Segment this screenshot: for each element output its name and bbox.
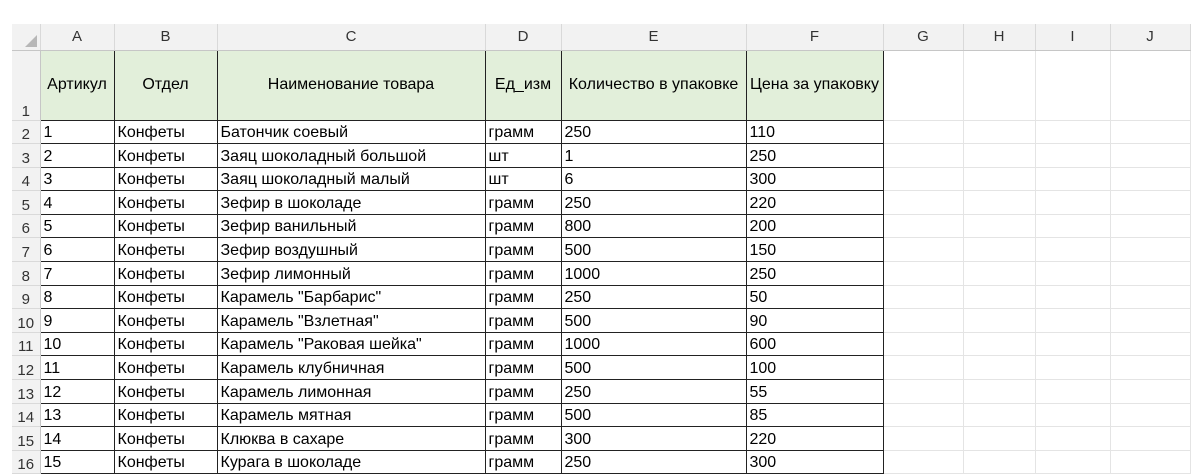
cell-unit[interactable]: грамм [485, 450, 561, 474]
cell-unit[interactable]: грамм [485, 356, 561, 380]
cell-pack-price[interactable]: 85 [746, 403, 883, 427]
cell-article[interactable]: 10 [40, 332, 114, 356]
cell-unit[interactable]: грамм [485, 309, 561, 333]
empty-cell[interactable] [1035, 238, 1110, 262]
column-header-f[interactable]: F [746, 24, 883, 50]
cell-pack-price[interactable]: 250 [746, 262, 883, 286]
cell-department[interactable]: Конфеты [114, 262, 217, 286]
empty-cell[interactable] [883, 167, 963, 191]
cell-pack-price[interactable]: 100 [746, 356, 883, 380]
table-row [12, 214, 1190, 238]
cell-department[interactable]: Конфеты [114, 214, 217, 238]
header-cell-unit[interactable]: Ед_изм [485, 50, 561, 120]
cell-pack-quantity[interactable]: 1 [561, 144, 746, 168]
cell-article[interactable]: 1 [40, 120, 114, 144]
cell-product-name[interactable]: Карамель клубничная [217, 356, 485, 380]
row-number[interactable]: 6 [12, 214, 40, 238]
empty-cell[interactable] [883, 144, 963, 168]
cell-pack-quantity[interactable]: 1000 [561, 332, 746, 356]
empty-cell[interactable] [1110, 403, 1190, 427]
empty-cell[interactable] [1035, 309, 1110, 333]
header-cell-pack-quantity[interactable]: Количество в упаковке [561, 50, 746, 120]
column-header-j[interactable]: J [1110, 24, 1190, 50]
empty-cell[interactable] [1110, 214, 1190, 238]
empty-cell[interactable] [963, 403, 1035, 427]
cell-pack-price[interactable]: 600 [746, 332, 883, 356]
empty-cell[interactable] [1035, 427, 1110, 451]
empty-cell[interactable] [1035, 450, 1110, 474]
column-header-e[interactable]: E [561, 24, 746, 50]
cell-pack-quantity[interactable]: 1000 [561, 262, 746, 286]
cell-product-name[interactable]: Зефир ванильный [217, 214, 485, 238]
empty-cell[interactable] [883, 191, 963, 215]
empty-cell[interactable] [963, 332, 1035, 356]
column-header-b[interactable]: B [114, 24, 217, 50]
cell-product-name[interactable]: Заяц шоколадный малый [217, 167, 485, 191]
row-number[interactable]: 3 [12, 144, 40, 168]
cell-unit[interactable]: грамм [485, 403, 561, 427]
row-number[interactable]: 10 [12, 309, 40, 333]
table-row [12, 238, 1190, 262]
empty-cell[interactable] [883, 427, 963, 451]
cell-department[interactable]: Конфеты [114, 167, 217, 191]
table-row [12, 450, 1190, 474]
column-header-row [12, 24, 1190, 50]
column-header-a[interactable]: A [40, 24, 114, 50]
empty-cell[interactable] [1110, 332, 1190, 356]
empty-cell[interactable] [883, 450, 963, 474]
header-cell-article[interactable]: Артикул [40, 50, 114, 120]
empty-cell[interactable] [963, 380, 1035, 404]
row-number[interactable]: 12 [12, 356, 40, 380]
row-number[interactable]: 15 [12, 427, 40, 451]
cell-department[interactable]: Конфеты [114, 144, 217, 168]
cell-article[interactable]: 9 [40, 309, 114, 333]
empty-cell[interactable] [963, 50, 1035, 120]
empty-cell[interactable] [963, 356, 1035, 380]
empty-cell[interactable] [1110, 309, 1190, 333]
empty-cell[interactable] [1035, 403, 1110, 427]
table-row [12, 309, 1190, 333]
empty-cell[interactable] [1110, 191, 1190, 215]
cell-pack-quantity[interactable]: 500 [561, 356, 746, 380]
empty-cell[interactable] [963, 285, 1035, 309]
cell-article[interactable]: 3 [40, 167, 114, 191]
cell-article[interactable]: 5 [40, 214, 114, 238]
cell-pack-price[interactable]: 150 [746, 238, 883, 262]
cell-article[interactable]: 6 [40, 238, 114, 262]
empty-cell[interactable] [1035, 285, 1110, 309]
cell-unit[interactable]: шт [485, 144, 561, 168]
empty-cell[interactable] [883, 285, 963, 309]
cell-department[interactable]: Конфеты [114, 403, 217, 427]
cell-department[interactable]: Конфеты [114, 332, 217, 356]
empty-cell[interactable] [1035, 262, 1110, 286]
empty-cell[interactable] [963, 450, 1035, 474]
table-row [12, 120, 1190, 144]
empty-cell[interactable] [1110, 262, 1190, 286]
empty-cell[interactable] [1110, 238, 1190, 262]
header-cell-pack-price[interactable]: Цена за упаковку [746, 50, 883, 120]
column-header-h[interactable]: H [963, 24, 1035, 50]
empty-cell[interactable] [883, 332, 963, 356]
cell-department[interactable]: Конфеты [114, 238, 217, 262]
row-number[interactable]: 1 [12, 50, 40, 120]
empty-cell[interactable] [1110, 50, 1190, 120]
cell-article[interactable]: 13 [40, 403, 114, 427]
empty-cell[interactable] [1035, 167, 1110, 191]
row-number[interactable]: 11 [12, 332, 40, 356]
row-number[interactable]: 14 [12, 403, 40, 427]
header-cell-department[interactable]: Отдел [114, 50, 217, 120]
cell-pack-quantity[interactable]: 500 [561, 238, 746, 262]
cell-department[interactable]: Конфеты [114, 356, 217, 380]
row-number[interactable]: 5 [12, 191, 40, 215]
cell-pack-quantity[interactable]: 250 [561, 191, 746, 215]
cell-unit[interactable]: грамм [485, 380, 561, 404]
cell-unit[interactable]: грамм [485, 238, 561, 262]
cell-product-name[interactable]: Карамель "Раковая шейка" [217, 332, 485, 356]
cell-product-name[interactable]: Клюква в сахаре [217, 427, 485, 451]
cell-pack-price[interactable]: 220 [746, 191, 883, 215]
cell-department[interactable]: Конфеты [114, 191, 217, 215]
cell-pack-quantity[interactable]: 500 [561, 403, 746, 427]
cell-pack-price[interactable]: 300 [746, 450, 883, 474]
cell-pack-price[interactable]: 110 [746, 120, 883, 144]
cell-department[interactable]: Конфеты [114, 309, 217, 333]
cell-unit[interactable]: грамм [485, 427, 561, 451]
empty-cell[interactable] [883, 309, 963, 333]
table-row [12, 144, 1190, 168]
cell-pack-quantity[interactable]: 250 [561, 120, 746, 144]
header-row [12, 50, 1190, 120]
empty-cell[interactable] [1110, 120, 1190, 144]
cell-product-name[interactable]: Карамель лимонная [217, 380, 485, 404]
cell-department[interactable]: Конфеты [114, 427, 217, 451]
empty-cell[interactable] [1110, 167, 1190, 191]
empty-cell[interactable] [1110, 380, 1190, 404]
row-number[interactable]: 8 [12, 262, 40, 286]
cell-product-name[interactable]: Карамель "Взлетная" [217, 309, 485, 333]
cell-pack-quantity[interactable]: 300 [561, 427, 746, 451]
empty-cell[interactable] [883, 262, 963, 286]
column-header-g[interactable]: G [883, 24, 963, 50]
cell-pack-price[interactable]: 55 [746, 380, 883, 404]
cell-unit[interactable]: шт [485, 167, 561, 191]
empty-cell[interactable] [1035, 380, 1110, 404]
cell-unit[interactable]: грамм [485, 214, 561, 238]
cell-article[interactable]: 15 [40, 450, 114, 474]
table-row [12, 356, 1190, 380]
cell-pack-price[interactable]: 220 [746, 427, 883, 451]
empty-cell[interactable] [883, 214, 963, 238]
cell-pack-price[interactable]: 250 [746, 144, 883, 168]
empty-cell[interactable] [963, 167, 1035, 191]
cell-pack-price[interactable]: 200 [746, 214, 883, 238]
cell-department[interactable]: Конфеты [114, 450, 217, 474]
empty-cell[interactable] [963, 214, 1035, 238]
cell-article[interactable]: 14 [40, 427, 114, 451]
empty-cell[interactable] [1035, 191, 1110, 215]
cell-pack-quantity[interactable]: 250 [561, 380, 746, 404]
empty-cell[interactable] [963, 427, 1035, 451]
row-number[interactable]: 2 [12, 120, 40, 144]
table-row [12, 332, 1190, 356]
cell-product-name[interactable]: Заяц шоколадный большой [217, 144, 485, 168]
table-row [12, 427, 1190, 451]
cell-product-name[interactable]: Зефир лимонный [217, 262, 485, 286]
cell-product-name[interactable]: Батончик соевый [217, 120, 485, 144]
empty-cell[interactable] [1035, 332, 1110, 356]
cell-article[interactable]: 12 [40, 380, 114, 404]
cell-product-name[interactable]: Карамель "Барбарис" [217, 285, 485, 309]
empty-cell[interactable] [963, 120, 1035, 144]
select-all-corner[interactable] [12, 24, 40, 50]
empty-cell[interactable] [883, 403, 963, 427]
cell-unit[interactable]: грамм [485, 120, 561, 144]
empty-cell[interactable] [1110, 356, 1190, 380]
cell-department[interactable]: Конфеты [114, 380, 217, 404]
table-row [12, 167, 1190, 191]
empty-cell[interactable] [963, 309, 1035, 333]
cell-product-name[interactable]: Курага в шоколаде [217, 450, 485, 474]
empty-cell[interactable] [1110, 450, 1190, 474]
cell-product-name[interactable]: Зефир в шоколаде [217, 191, 485, 215]
cell-unit[interactable]: грамм [485, 332, 561, 356]
empty-cell[interactable] [963, 238, 1035, 262]
empty-cell[interactable] [1110, 427, 1190, 451]
cell-article[interactable]: 11 [40, 356, 114, 380]
spreadsheet-grid [12, 24, 1191, 474]
cell-article[interactable]: 2 [40, 144, 114, 168]
empty-cell[interactable] [1110, 144, 1190, 168]
cell-pack-quantity[interactable]: 500 [561, 309, 746, 333]
cell-unit[interactable]: грамм [485, 285, 561, 309]
cell-pack-quantity[interactable]: 250 [561, 285, 746, 309]
table-row [12, 285, 1190, 309]
row-number[interactable]: 9 [12, 285, 40, 309]
empty-cell[interactable] [883, 50, 963, 120]
empty-cell[interactable] [1035, 120, 1110, 144]
column-header-c[interactable]: C [217, 24, 485, 50]
row-number[interactable]: 4 [12, 167, 40, 191]
row-number[interactable]: 16 [12, 450, 40, 474]
empty-cell[interactable] [883, 238, 963, 262]
empty-cell[interactable] [963, 144, 1035, 168]
cell-unit[interactable]: грамм [485, 262, 561, 286]
column-header-i[interactable]: I [1035, 24, 1110, 50]
cell-pack-quantity[interactable]: 6 [561, 167, 746, 191]
cell-article[interactable]: 7 [40, 262, 114, 286]
table-row [12, 191, 1190, 215]
cell-pack-quantity[interactable]: 800 [561, 214, 746, 238]
cell-product-name[interactable]: Зефир воздушный [217, 238, 485, 262]
empty-cell[interactable] [1035, 356, 1110, 380]
cell-pack-price[interactable]: 90 [746, 309, 883, 333]
empty-cell[interactable] [1035, 50, 1110, 120]
header-cell-product-name[interactable]: Наименование товара [217, 50, 485, 120]
cell-department[interactable]: Конфеты [114, 120, 217, 144]
cell-unit[interactable]: грамм [485, 191, 561, 215]
empty-cell[interactable] [1035, 214, 1110, 238]
table-row [12, 380, 1190, 404]
cell-pack-price[interactable]: 50 [746, 285, 883, 309]
row-number[interactable]: 13 [12, 380, 40, 404]
empty-cell[interactable] [963, 262, 1035, 286]
empty-cell[interactable] [883, 356, 963, 380]
cell-article[interactable]: 8 [40, 285, 114, 309]
cell-department[interactable]: Конфеты [114, 285, 217, 309]
empty-cell[interactable] [1035, 144, 1110, 168]
empty-cell[interactable] [963, 191, 1035, 215]
table-row [12, 262, 1190, 286]
table-row [12, 403, 1190, 427]
empty-cell[interactable] [1110, 285, 1190, 309]
empty-cell[interactable] [883, 380, 963, 404]
empty-cell[interactable] [883, 120, 963, 144]
column-header-d[interactable]: D [485, 24, 561, 50]
cell-product-name[interactable]: Карамель мятная [217, 403, 485, 427]
cell-article[interactable]: 4 [40, 191, 114, 215]
row-number[interactable]: 7 [12, 238, 40, 262]
cell-pack-quantity[interactable]: 250 [561, 450, 746, 474]
cell-pack-price[interactable]: 300 [746, 167, 883, 191]
